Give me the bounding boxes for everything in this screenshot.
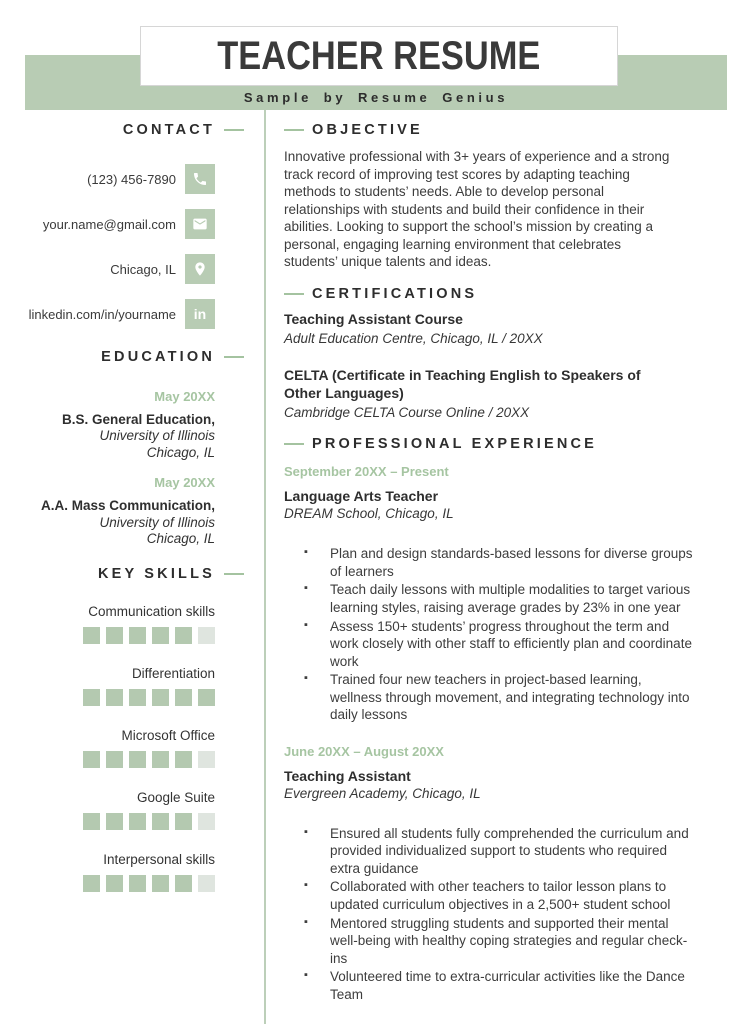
job-title: Teaching Assistant [284, 767, 411, 784]
experience-heading-label: PROFESSIONAL EXPERIENCE [312, 436, 598, 453]
objective-text: Innovative professional with 3+ years of experience and a strong track record of improving test scores by adapting teaching methods to students’ needs. Able to develop personal relationships with students and build their confidence in their abilities. Looking to support the school’s mission by creating a personal, engaging learning environment that celebrates students’ unique talents and ideas. [284, 149, 670, 270]
education-date: May 20XX [154, 475, 215, 491]
skill-label: Differentiation [131, 666, 215, 682]
skill-square-filled [175, 627, 192, 644]
skill-label: Google Suite [136, 790, 215, 806]
key-skills-section-heading [0, 566, 244, 582]
location-text: Chicago, IL [110, 261, 176, 277]
title-box [140, 26, 618, 86]
resume-header [0, 0, 750, 110]
contact-list [0, 164, 215, 329]
skill-square-filled [152, 875, 169, 892]
skill-square-filled [198, 689, 215, 706]
skill-square-filled [129, 627, 146, 644]
skill-square-filled [83, 689, 100, 706]
skill-square-empty [198, 875, 215, 892]
section-dash [224, 573, 244, 575]
education-entry [0, 389, 215, 460]
linkedin-icon: in [185, 299, 215, 329]
bullet-item: ▪ Trained four new teachers in project-based learning, wellness through movement, and integrating technology into daily lessons [330, 671, 694, 724]
job-title: Language Arts Teacher [284, 488, 439, 505]
skill-square-empty [198, 813, 215, 830]
job-entry [284, 464, 702, 723]
skill-square-filled [106, 627, 123, 644]
education-degree: A.A. Mass Communication, [40, 498, 215, 514]
skill-item [0, 728, 215, 768]
skill-square-filled [83, 813, 100, 830]
phone-number: (123) 456-7890 [87, 171, 176, 187]
skill-square-filled [152, 751, 169, 768]
section-dash [284, 293, 304, 295]
skill-square-empty [198, 627, 215, 644]
job-bullet-list [284, 825, 694, 1003]
skill-level-bar [0, 813, 215, 830]
skill-square-filled [129, 813, 146, 830]
main-content [266, 110, 750, 1024]
education-school: University of Illinois [99, 428, 215, 444]
certifications-heading-label: CERTIFICATIONS [312, 285, 478, 302]
bullet-item: ▪ Collaborated with other teachers to tailor lesson plans to updated curriculum objectives in a 2,500+ student school [330, 878, 694, 913]
certification-subtitle: Cambridge CELTA Course Online / 20XX [284, 405, 530, 421]
bullet-item: ▪ Assess 150+ students’ progress throughout the term and work closely with other staff to efficiently plan and coordinate work [330, 618, 694, 671]
skill-square-filled [106, 689, 123, 706]
skill-square-empty [198, 751, 215, 768]
job-bullet-list [284, 545, 694, 723]
contact-row-location [0, 254, 215, 284]
header-subtitle: Sample by Resume Genius [243, 90, 509, 105]
job-entry [284, 744, 702, 1003]
skill-square-filled [83, 875, 100, 892]
contact-row-email [0, 209, 215, 239]
skill-square-filled [106, 875, 123, 892]
experience-section-heading [284, 436, 702, 452]
skill-square-filled [152, 627, 169, 644]
education-location: Chicago, IL [146, 530, 215, 546]
certification-title: CELTA (Certificate in Teaching English to Speakers of Other Languages) [284, 367, 641, 401]
skill-square-filled [129, 875, 146, 892]
objective-heading-label: OBJECTIVE [312, 122, 423, 138]
education-school: University of Illinois [99, 514, 215, 530]
key-skills-section [0, 566, 215, 892]
skill-square-filled [83, 627, 100, 644]
education-degree: B.S. General Education, [61, 412, 215, 427]
skill-level-bar [0, 751, 215, 768]
skill-square-filled [152, 813, 169, 830]
skill-square-filled [106, 813, 123, 830]
job-company: Evergreen Academy, Chicago, IL [284, 785, 481, 801]
skill-item [0, 790, 215, 830]
skill-level-bar [0, 627, 215, 644]
education-location: Chicago, IL [146, 444, 215, 460]
skill-square-filled [83, 751, 100, 768]
skill-square-filled [152, 689, 169, 706]
linkedin-url: linkedin.com/in/yourname [28, 306, 176, 322]
certification-entry [284, 367, 678, 420]
mail-icon [185, 209, 215, 239]
sidebar [0, 110, 266, 1024]
skill-square-filled [106, 751, 123, 768]
section-dash [224, 129, 244, 131]
skill-label: Interpersonal skills [103, 852, 215, 868]
skill-level-bar [0, 875, 215, 892]
skill-square-filled [175, 751, 192, 768]
skill-square-filled [129, 751, 146, 768]
section-dash [224, 356, 244, 358]
education-section-heading [0, 349, 244, 365]
certifications-section [284, 286, 702, 421]
bullet-item: ▪ Volunteered time to extra-curricular activities like the Dance Team [330, 968, 694, 1003]
contact-row-phone [0, 164, 215, 194]
section-dash [284, 443, 304, 445]
skill-item [0, 604, 215, 644]
skill-square-filled [129, 689, 146, 706]
certification-entry [284, 311, 678, 347]
page-title: TEACHER RESUME [217, 33, 541, 78]
job-dates: June 20XX – August 20XX [284, 743, 444, 759]
bullet-item: ▪ Mentored struggling students and supported their mental well-being with healthy coping strategies and regular check-ins [330, 915, 694, 968]
education-entry [0, 475, 215, 546]
contact-section-heading [0, 122, 244, 138]
skill-square-filled [175, 875, 192, 892]
skill-square-filled [175, 689, 192, 706]
objective-section-heading [284, 122, 702, 138]
resume-body [0, 110, 750, 1024]
experience-section [284, 436, 702, 1003]
email-address: your.name@gmail.com [42, 216, 176, 232]
skill-label: Microsoft Office [121, 728, 215, 744]
phone-icon [185, 164, 215, 194]
bullet-item: ▪ Ensured all students fully comprehended the curriculum and provided individualized support to students who required extra guidance [330, 825, 694, 878]
skill-label: Communication skills [88, 604, 215, 620]
education-date: May 20XX [154, 389, 215, 404]
skill-item [0, 666, 215, 706]
contact-row-linkedin [0, 299, 215, 329]
education-section [0, 349, 215, 546]
certification-title: Teaching Assistant Course [284, 310, 463, 327]
contact-heading-label: CONTACT [122, 122, 215, 138]
job-dates: September 20XX – Present [284, 464, 449, 480]
education-heading-label: EDUCATION [101, 349, 215, 365]
location-pin-icon [185, 254, 215, 284]
section-dash [284, 129, 304, 131]
job-company: DREAM School, Chicago, IL [284, 506, 454, 522]
skill-level-bar [0, 689, 215, 706]
bullet-item: ▪ Teach daily lessons with multiple modalities to target various learning styles, raising average grades by 23% in one year [330, 581, 694, 616]
key-skills-heading-label: KEY SKILLS [97, 566, 215, 583]
bullet-item: ▪ Plan and design standards-based lessons for diverse groups of learners [330, 545, 694, 580]
certification-subtitle: Adult Education Centre, Chicago, IL / 20XX [284, 331, 543, 347]
skill-item [0, 852, 215, 892]
certifications-section-heading [284, 286, 702, 302]
skill-square-filled [175, 813, 192, 830]
